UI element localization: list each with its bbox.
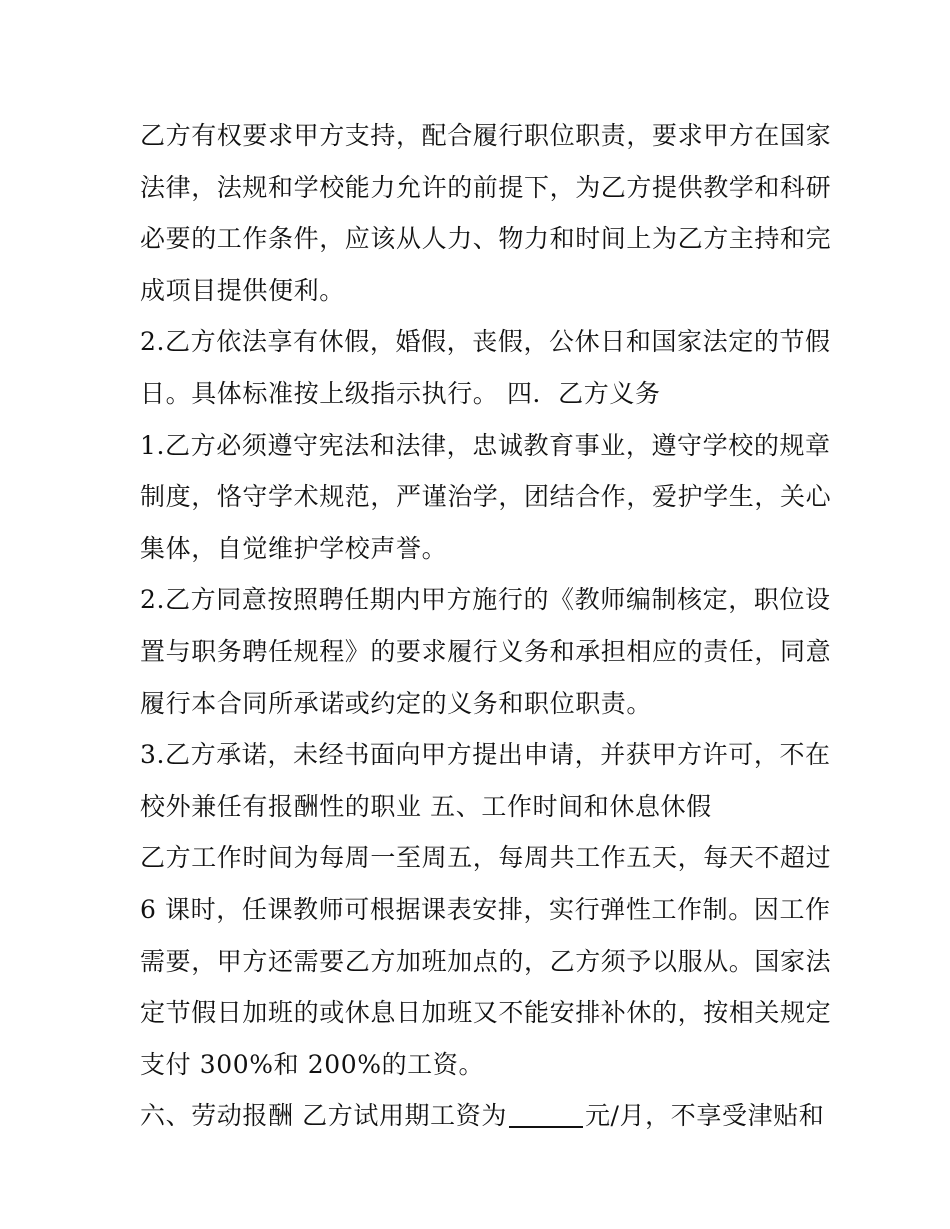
text-line-5: 2.乙方依法享有休假，婚假，丧假，公休日和国家法定的节假 (140, 327, 831, 357)
text-line-13: 3.乙方承诺，未经书面向甲方提出申请，并获甲方许可，不在 (140, 740, 831, 770)
salary-clause-suffix: 元/月，不享受津贴和 (584, 1101, 825, 1131)
text-line-2: 法律，法规和学校能力允许的前提下，为乙方提供教学和科研 (140, 172, 832, 202)
text-line-9: 集体，自觉维护学校声誉。 (140, 533, 448, 563)
salary-blank-underline (509, 1126, 583, 1128)
text-line-12: 履行本合同所承诺或约定的义务和职位职责。 (140, 688, 653, 718)
text-line-15: 乙方工作时间为每周一至周五，每周共工作五天，每天不超过 (140, 843, 832, 873)
text-line-6: 日。具体标准按上级指示执行。 四．乙方义务 (140, 378, 661, 408)
text-line-16: 6 课时，任课教师可根据课表安排，实行弹性工作制。因工作 (140, 894, 831, 924)
text-line-14: 校外兼任有报酬性的职业 五、工作时间和休息休假 (140, 791, 712, 821)
text-line-3: 必要的工作条件，应该从人力、物力和时间上为乙方主持和完 (140, 224, 832, 254)
text-line-17: 需要，甲方还需要乙方加班加点的，乙方须予以服从。国家法 (140, 946, 832, 976)
text-line-19: 支付 300%和 200%的工资。 (140, 1049, 485, 1079)
text-line-10: 2.乙方同意按照聘任期内甲方施行的《教师编制核定，职位设 (140, 585, 831, 615)
text-line-8: 制度，恪守学术规范，严谨治学，团结合作，爱护学生，关心 (140, 482, 832, 512)
text-line-18: 定节假日加班的或休息日加班又不能安排补休的，按相关规定 (140, 998, 832, 1028)
document-page (140, 110, 832, 1142)
text-line-7: 1.乙方必须遵守宪法和法律，忠诚教育事业，遵守学校的规章 (140, 430, 831, 460)
text-line-1: 乙方有权要求甲方支持，配合履行职位职责，要求甲方在国家 (140, 121, 832, 150)
salary-clause-prefix: 六、劳动报酬 乙方试用期工资为 (140, 1101, 507, 1131)
text-line-4: 成项目提供便利。 (140, 275, 345, 305)
text-line-20 (140, 1090, 825, 1142)
text-line-11: 置与职务聘任规程》的要求履行义务和承担相应的责任，同意 (140, 636, 832, 666)
